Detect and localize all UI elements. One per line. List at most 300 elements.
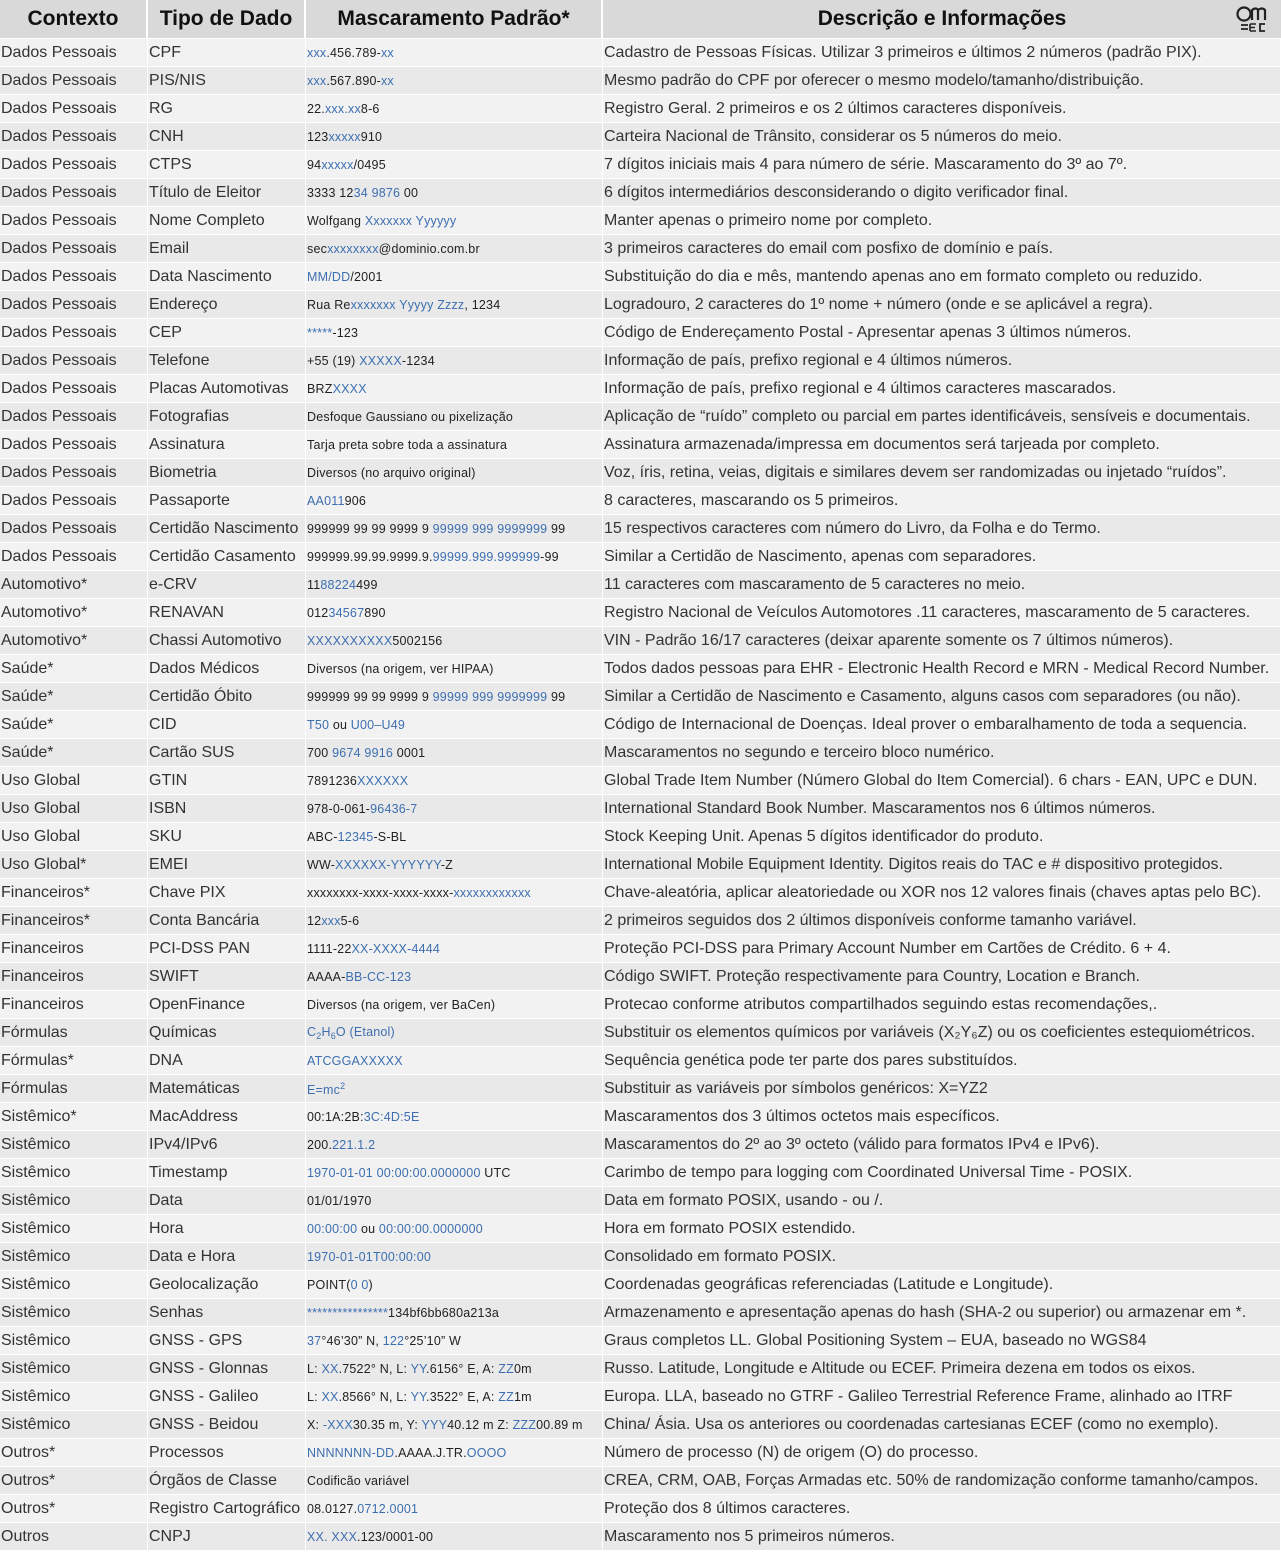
mask-masked-segment: 00:00:00: [307, 1221, 358, 1236]
cell-mascaramento: [306, 543, 603, 571]
mask-visible-segment: L:: [307, 1361, 322, 1376]
cell-contexto: Saúde*: [0, 711, 148, 739]
cell-mascaramento: [306, 1159, 603, 1187]
mask-visible-segment: 999999.99.99.9999.9.: [307, 549, 433, 564]
mask-visible-segment: .567.890-: [326, 73, 381, 88]
cell-tipo-de-dado: Certidão Casamento: [148, 543, 306, 571]
cell-mascaramento: [306, 1299, 603, 1327]
cell-descricao: Chave-aleatória, aplicar aleatoriedade ou XOR nos 12 valores finais (chaves aptas pelo BC).: [603, 879, 1281, 907]
cell-mascaramento: [306, 1271, 603, 1299]
mask-visible-segment: °25’10” W: [404, 1333, 462, 1348]
mask-visible-segment: POINT(: [307, 1277, 351, 1292]
mask-visible-segment: 200.: [307, 1137, 333, 1152]
cell-contexto: Automotivo*: [0, 599, 148, 627]
cell-descricao: Todos dados pessoas para EHR - Electronic Health Record e MRN - Medical Record Number.: [603, 655, 1281, 683]
table-body: [0, 39, 1281, 1551]
cell-descricao: Similar a Certidão de Nascimento, apenas com separadores.: [603, 543, 1281, 571]
table-row: [0, 851, 1281, 879]
table-row: [0, 515, 1281, 543]
cell-descricao: Carimbo de tempo para logging com Coordinated Universal Time - POSIX.: [603, 1159, 1281, 1187]
cell-contexto: Outros*: [0, 1495, 148, 1523]
cell-contexto: Outros*: [0, 1467, 148, 1495]
table-row: [0, 1103, 1281, 1131]
cell-descricao: Substituição do dia e mês, mantendo apenas ano em formato completo ou reduzido.: [603, 263, 1281, 291]
mask-visible-segment: 700: [307, 745, 333, 760]
table-row: [0, 1271, 1281, 1299]
cell-descricao: Cadastro de Pessoas Físicas. Utilizar 3 primeiros e últimos 2 números (padrão PIX).: [603, 39, 1281, 67]
cell-descricao: Registro Geral. 2 primeiros e os 2 últimos caracteres disponíveis.: [603, 95, 1281, 123]
table-row: [0, 487, 1281, 515]
mask-visible-segment: 012: [307, 605, 329, 620]
table-row: [0, 347, 1281, 375]
mask-visible-segment: 12: [307, 913, 322, 928]
cell-descricao: 11 caracteres com mascaramento de 5 caracteres no meio.: [603, 571, 1281, 599]
cell-contexto: Saúde*: [0, 739, 148, 767]
cell-tipo-de-dado: CNH: [148, 123, 306, 151]
cell-contexto: Uso Global: [0, 795, 148, 823]
mask-masked-segment: xxxxxxx Yyyyy Zzzz: [350, 297, 465, 312]
mask-visible-segment: 40.12 m Z:: [447, 1417, 513, 1432]
mask-masked-segment: YY: [410, 1389, 427, 1404]
cell-descricao: Mascaramentos do 2º ao 3º octeto (válido para formatos IPv4 e IPv6).: [603, 1131, 1281, 1159]
cell-tipo-de-dado: Matemáticas: [148, 1075, 306, 1103]
mask-masked-segment: xxxxxxxx: [327, 241, 379, 256]
cell-descricao: Assinatura armazenada/impressa em documentos será tarjeada por completo.: [603, 431, 1281, 459]
cell-contexto: Dados Pessoais: [0, 207, 148, 235]
cell-descricao: Código de Endereçamento Postal - Apresentar apenas 3 últimos números.: [603, 319, 1281, 347]
mask-masked-segment: Xxxxxxx Yyyyyy: [364, 213, 457, 228]
table-row: [0, 179, 1281, 207]
mask-visible-segment: ou: [329, 717, 351, 732]
mask-visible-segment: /0495: [353, 157, 386, 172]
cell-mascaramento: [306, 1523, 603, 1551]
table-row: [0, 1159, 1281, 1187]
mask-visible-segment: 1111-22: [307, 941, 352, 956]
cell-tipo-de-dado: Nome Completo: [148, 207, 306, 235]
mask-visible-segment: 22.: [307, 101, 325, 116]
cell-contexto: Automotivo*: [0, 571, 148, 599]
cell-descricao: Hora em formato POSIX estendido.: [603, 1215, 1281, 1243]
cell-tipo-de-dado: MacAddress: [148, 1103, 306, 1131]
mask-visible-segment: 00.89 m: [536, 1417, 583, 1432]
cell-contexto: Financeiros: [0, 991, 148, 1019]
cell-contexto: Dados Pessoais: [0, 123, 148, 151]
mask-visible-segment: 00:1A:2B:: [307, 1109, 364, 1124]
mask-masked-segment: *****: [307, 325, 333, 340]
header-descricao: [603, 0, 1281, 39]
cell-tipo-de-dado: Chave PIX: [148, 879, 306, 907]
table-row: [0, 67, 1281, 95]
mask-masked-segment: XXXXXXXXXX: [307, 633, 393, 648]
mask-visible-segment: Desfoque Gaussiano ou pixelização: [307, 409, 514, 424]
mask-visible-segment: -1234: [401, 353, 435, 368]
cell-descricao: International Mobile Equipment Identity. Digitos reais do TAC e # dispositivo protegidos.: [603, 851, 1281, 879]
cell-mascaramento: [306, 1187, 603, 1215]
cell-contexto: Dados Pessoais: [0, 319, 148, 347]
mask-visible-segment: 11: [307, 577, 321, 592]
cell-mascaramento: [306, 1467, 603, 1495]
cell-mascaramento: [306, 907, 603, 935]
cell-contexto: Financeiros*: [0, 907, 148, 935]
mask-visible-segment: 978-0-061-: [307, 801, 371, 816]
cell-tipo-de-dado: Fotografias: [148, 403, 306, 431]
cell-mascaramento: [306, 711, 603, 739]
cell-descricao: Mascaramento nos 5 primeiros números.: [603, 1523, 1281, 1551]
cell-tipo-de-dado: Passaporte: [148, 487, 306, 515]
cell-tipo-de-dado: Registro Cartográfico: [148, 1495, 306, 1523]
cell-mascaramento: [306, 123, 603, 151]
cell-mascaramento: [306, 1103, 603, 1131]
cell-mascaramento: [306, 39, 603, 67]
cell-mascaramento: [306, 235, 603, 263]
table-row: [0, 1047, 1281, 1075]
mask-masked-segment: 3C:4D:5E: [363, 1109, 420, 1124]
cell-tipo-de-dado: Chassi Automotivo: [148, 627, 306, 655]
cell-mascaramento: [306, 1019, 603, 1047]
cell-tipo-de-dado: Processos: [148, 1439, 306, 1467]
mask-visible-segment: +55 (19): [307, 353, 360, 368]
table-row: [0, 319, 1281, 347]
cell-descricao: Consolidado em formato POSIX.: [603, 1243, 1281, 1271]
cell-descricao: Mesmo padrão do CPF por oferecer o mesmo modelo/tamanho/distribuição.: [603, 67, 1281, 95]
mask-masked-segment: xx: [380, 73, 394, 88]
cell-contexto: Dados Pessoais: [0, 67, 148, 95]
cell-tipo-de-dado: Certidão Nascimento: [148, 515, 306, 543]
cell-tipo-de-dado: Conta Bancária: [148, 907, 306, 935]
cell-mascaramento: [306, 599, 603, 627]
cell-mascaramento: [306, 655, 603, 683]
cell-tipo-de-dado: DNA: [148, 1047, 306, 1075]
mask-masked-segment: AA011: [307, 493, 345, 508]
cell-descricao: 3 primeiros caracteres do email com posfixo de domínio e país.: [603, 235, 1281, 263]
table-row: [0, 1075, 1281, 1103]
cell-descricao: Registro Nacional de Veículos Automotores .11 caracteres, mascaramento de 5 caracteres.: [603, 599, 1281, 627]
mask-visible-segment: Diversos (no arquivo original): [307, 465, 476, 480]
cell-mascaramento: [306, 739, 603, 767]
mask-masked-segment: ZZ: [498, 1389, 514, 1404]
mask-masked-segment: 1970-01-01T00:00:00: [307, 1249, 432, 1264]
omsec-logo-icon: [1235, 5, 1269, 33]
mask-masked-segment: XX: [321, 1389, 339, 1404]
cell-contexto: Dados Pessoais: [0, 459, 148, 487]
cell-tipo-de-dado: EMEI: [148, 851, 306, 879]
cell-contexto: Uso Global*: [0, 851, 148, 879]
cell-tipo-de-dado: SKU: [148, 823, 306, 851]
cell-contexto: Sistêmico: [0, 1159, 148, 1187]
mask-masked-segment: xxx: [307, 73, 327, 88]
cell-descricao: Protecao conforme atributos compartilhados seguindo estas recomendações,.: [603, 991, 1281, 1019]
cell-contexto: Sistêmico: [0, 1411, 148, 1439]
cell-tipo-de-dado: Data e Hora: [148, 1243, 306, 1271]
table-row: [0, 1355, 1281, 1383]
cell-tipo-de-dado: CNPJ: [148, 1523, 306, 1551]
mask-visible-segment: 123: [307, 129, 329, 144]
mask-visible-segment: Wolfgang: [307, 213, 365, 228]
mask-visible-segment: 94: [307, 157, 322, 172]
table-row: [0, 683, 1281, 711]
cell-mascaramento: [306, 571, 603, 599]
cell-mascaramento: [306, 291, 603, 319]
cell-tipo-de-dado: RENAVAN: [148, 599, 306, 627]
mask-masked-segment: 221.1.2: [332, 1137, 376, 1152]
cell-mascaramento: [306, 627, 603, 655]
mask-masked-segment: 6: [330, 1030, 336, 1041]
table-row: [0, 1327, 1281, 1355]
mask-visible-segment: 999999 99 99 9999 9: [307, 689, 433, 704]
table-row: [0, 1019, 1281, 1047]
cell-contexto: Outros*: [0, 1439, 148, 1467]
mask-masked-segment: 99999 999 9999999: [432, 521, 548, 536]
cell-descricao: Similar a Certidão de Nascimento e Casamento, alguns casos com separadores (ou não).: [603, 683, 1281, 711]
mask-masked-segment: xxxxxxxxxxxx: [453, 885, 531, 900]
header-mascaramento: Mascaramento Padrão*: [306, 0, 603, 39]
mask-visible-segment: AAAA-: [307, 969, 346, 984]
mask-masked-segment: 37: [307, 1333, 322, 1348]
cell-tipo-de-dado: Cartão SUS: [148, 739, 306, 767]
cell-descricao: Substituir as variáveis por símbolos genéricos: X=YZ2: [603, 1075, 1281, 1103]
mask-masked-segment: 34 9876: [353, 185, 401, 200]
mask-masked-segment: 99999 999 9999999: [432, 689, 548, 704]
cell-contexto: Saúde*: [0, 683, 148, 711]
cell-mascaramento: [306, 95, 603, 123]
cell-tipo-de-dado: Data: [148, 1187, 306, 1215]
cell-contexto: Dados Pessoais: [0, 291, 148, 319]
cell-mascaramento: [306, 459, 603, 487]
cell-mascaramento: [306, 851, 603, 879]
table-row: [0, 963, 1281, 991]
mask-masked-segment: 00:00:00.0000000: [378, 1221, 483, 1236]
header-descricao-label: Descrição e Informações: [817, 7, 1067, 30]
cell-contexto: Dados Pessoais: [0, 235, 148, 263]
cell-descricao: Informação de país, prefixo regional e 4 últimos números.: [603, 347, 1281, 375]
mask-masked-segment: XX: [321, 1361, 339, 1376]
mask-masked-segment: xxx: [321, 913, 341, 928]
table-row: [0, 767, 1281, 795]
mask-visible-segment: -S-BL: [373, 829, 407, 844]
cell-mascaramento: [306, 1047, 603, 1075]
cell-mascaramento: [306, 319, 603, 347]
mask-visible-segment: 0m: [513, 1361, 532, 1376]
cell-contexto: Uso Global: [0, 823, 148, 851]
mask-visible-segment: .6156° E, A:: [426, 1361, 499, 1376]
table-row: [0, 739, 1281, 767]
mask-masked-segment: YYY: [421, 1417, 448, 1432]
cell-contexto: Financeiros*: [0, 879, 148, 907]
cell-contexto: Uso Global: [0, 767, 148, 795]
cell-mascaramento: [306, 935, 603, 963]
cell-tipo-de-dado: Hora: [148, 1215, 306, 1243]
cell-tipo-de-dado: OpenFinance: [148, 991, 306, 1019]
mask-masked-segment: 122: [382, 1333, 405, 1348]
mask-visible-segment: X:: [307, 1417, 323, 1432]
cell-contexto: Fórmulas*: [0, 1047, 148, 1075]
mask-masked-segment: 0 0: [350, 1277, 369, 1292]
header-row: [0, 0, 1281, 39]
mask-visible-segment: sec: [307, 241, 328, 256]
table-row: [0, 1187, 1281, 1215]
mask-masked-segment: XX. XXX: [307, 1529, 358, 1544]
cell-tipo-de-dado: Timestamp: [148, 1159, 306, 1187]
cell-descricao: Coordenadas geográficas referenciadas (Latitude e Longitude).: [603, 1271, 1281, 1299]
cell-contexto: Sistêmico: [0, 1243, 148, 1271]
cell-tipo-de-dado: Geolocalização: [148, 1271, 306, 1299]
cell-mascaramento: [306, 403, 603, 431]
cell-descricao: 2 primeiros seguidos dos 2 últimos disponíveis conforme tamanho variável.: [603, 907, 1281, 935]
mask-visible-segment: 01/01/1970: [307, 1193, 372, 1208]
cell-tipo-de-dado: Placas Automotivas: [148, 375, 306, 403]
table-row: [0, 235, 1281, 263]
mask-visible-segment: 0001: [393, 745, 426, 760]
mask-visible-segment: 499: [356, 577, 378, 592]
cell-contexto: Dados Pessoais: [0, 347, 148, 375]
cell-mascaramento: [306, 207, 603, 235]
cell-contexto: Dados Pessoais: [0, 95, 148, 123]
header-contexto: Contexto: [0, 0, 148, 39]
cell-tipo-de-dado: Dados Médicos: [148, 655, 306, 683]
mask-visible-segment: ou: [357, 1221, 379, 1236]
cell-descricao: Código SWIFT. Proteção respectivamente para Country, Location e Branch.: [603, 963, 1281, 991]
mask-masked-segment: XXXXXX-YYYYYY: [335, 857, 441, 872]
mask-masked-segment: C: [307, 1024, 317, 1039]
cell-descricao: Russo. Latitude, Longitude e Altitude ou ECEF. Primeira dezena em todos os eixos.: [603, 1355, 1281, 1383]
table-row: [0, 907, 1281, 935]
mask-visible-segment: Codificão variável: [307, 1473, 410, 1488]
mask-visible-segment: /2001: [350, 269, 383, 284]
cell-tipo-de-dado: Biometria: [148, 459, 306, 487]
cell-descricao: Substituir os elementos químicos por variáveis (X₂Y₆Z) ou os coeficientes estequiométricos.: [603, 1019, 1281, 1047]
cell-descricao: Carteira Nacional de Trânsito, considerar os 5 números do meio.: [603, 123, 1281, 151]
cell-tipo-de-dado: SWIFT: [148, 963, 306, 991]
mask-visible-segment: ABC-: [307, 829, 338, 844]
cell-contexto: Financeiros: [0, 935, 148, 963]
mask-visible-segment: .8566° N, L:: [338, 1389, 411, 1404]
cell-mascaramento: [306, 431, 603, 459]
table-row: [0, 459, 1281, 487]
cell-descricao: Proteção dos 8 últimos caracteres.: [603, 1495, 1281, 1523]
mask-visible-segment: BRZ: [307, 381, 333, 396]
mask-masked-segment: H: [321, 1024, 331, 1039]
mask-visible-segment: ): [368, 1277, 373, 1292]
table-row: [0, 879, 1281, 907]
mask-masked-segment: -4444: [407, 941, 441, 956]
cell-contexto: Saúde*: [0, 655, 148, 683]
cell-tipo-de-dado: GTIN: [148, 767, 306, 795]
mask-visible-segment: xxxxxxxx-xxxx-xxxx-xxxx-: [307, 885, 454, 900]
table-row: [0, 1411, 1281, 1439]
mask-visible-segment: 00: [400, 185, 419, 200]
cell-tipo-de-dado: Senhas: [148, 1299, 306, 1327]
cell-mascaramento: [306, 1075, 603, 1103]
cell-descricao: 6 dígitos intermediários desconsiderando o digito verificador final.: [603, 179, 1281, 207]
mask-visible-segment: 5-6: [340, 913, 360, 928]
cell-tipo-de-dado: Data Nascimento: [148, 263, 306, 291]
table-row: [0, 1467, 1281, 1495]
cell-descricao: Global Trade Item Number (Número Global do Item Comercial). 6 chars - EAN, UPC e DUN.: [603, 767, 1281, 795]
mask-visible-segment: 30.35 m, Y:: [352, 1417, 422, 1432]
mask-masked-segment: 9674 9916: [332, 745, 394, 760]
cell-descricao: 15 respectivos caracteres com número do Livro, da Folha e do Termo.: [603, 515, 1281, 543]
cell-tipo-de-dado: CTPS: [148, 151, 306, 179]
mask-visible-segment: -Z: [440, 857, 454, 872]
table-row: [0, 655, 1281, 683]
mask-visible-segment: 3333 12: [307, 185, 354, 200]
cell-mascaramento: [306, 487, 603, 515]
cell-tipo-de-dado: Telefone: [148, 347, 306, 375]
header-tipo-de-dado: Tipo de Dado: [148, 0, 306, 39]
mask-visible-segment: .456.789-: [326, 45, 381, 60]
table-row: [0, 795, 1281, 823]
cell-contexto: Dados Pessoais: [0, 151, 148, 179]
mask-masked-segment: OOOO: [466, 1445, 507, 1460]
cell-mascaramento: [306, 1383, 603, 1411]
cell-descricao: Proteção PCI-DSS para Primary Account Number em Cartões de Crédito. 6 + 4.: [603, 935, 1281, 963]
cell-tipo-de-dado: Certidão Óbito: [148, 683, 306, 711]
mask-visible-segment: 7891236: [307, 773, 358, 788]
mask-visible-segment: -123: [332, 325, 359, 340]
cell-contexto: Financeiros: [0, 963, 148, 991]
mask-masked-segment: 34567: [328, 605, 365, 620]
mask-visible-segment: UTC: [480, 1165, 511, 1180]
mask-visible-segment: 910: [360, 129, 383, 144]
cell-descricao: Logradouro, 2 caracteres do 1º nome + número (onde e se aplicável a regra).: [603, 291, 1281, 319]
cell-descricao: Sequência genética pode ter parte dos pares substituídos.: [603, 1047, 1281, 1075]
cell-mascaramento: [306, 1495, 603, 1523]
mask-masked-segment: 0712.0001: [357, 1501, 419, 1516]
mask-masked-segment: ZZZ: [512, 1417, 537, 1432]
mask-masked-segment: xxxxx: [321, 157, 354, 172]
table-row: [0, 935, 1281, 963]
cell-descricao: Aplicação de “ruído” completo ou parcial em partes identificáveis, sensíveis e documentais.: [603, 403, 1281, 431]
cell-mascaramento: [306, 1243, 603, 1271]
mask-masked-segment: xxx.xx: [324, 101, 361, 116]
cell-mascaramento: [306, 67, 603, 95]
cell-descricao: 7 dígitos iniciais mais 4 para número de série. Mascaramento do 3º ao 7º.: [603, 151, 1281, 179]
cell-tipo-de-dado: Órgãos de Classe: [148, 1467, 306, 1495]
table-row: [0, 1299, 1281, 1327]
cell-contexto: Dados Pessoais: [0, 487, 148, 515]
table-row: [0, 1215, 1281, 1243]
mask-visible-segment: 5002156: [392, 633, 443, 648]
mask-visible-segment: 08.0127.: [307, 1501, 358, 1516]
cell-contexto: Automotivo*: [0, 627, 148, 655]
table-row: [0, 123, 1281, 151]
cell-descricao: CREA, CRM, OAB, Forças Armadas etc. 50% de randomização conforme tamanho/campos.: [603, 1467, 1281, 1495]
cell-mascaramento: [306, 879, 603, 907]
mask-masked-segment: XXXXXX: [357, 773, 409, 788]
mask-masked-segment: T50: [307, 717, 330, 732]
mask-masked-segment: xxxxx: [328, 129, 361, 144]
mask-masked-segment: 2: [340, 1080, 346, 1091]
cell-contexto: Fórmulas: [0, 1019, 148, 1047]
cell-tipo-de-dado: Email: [148, 235, 306, 263]
cell-contexto: Dados Pessoais: [0, 431, 148, 459]
cell-tipo-de-dado: Título de Eleitor: [148, 179, 306, 207]
cell-descricao: Número de processo (N) de origem (O) do processo.: [603, 1439, 1281, 1467]
cell-mascaramento: [306, 823, 603, 851]
cell-mascaramento: [306, 991, 603, 1019]
mask-visible-segment: 134bf6bb680a213a: [388, 1305, 499, 1320]
table-row: [0, 1495, 1281, 1523]
mask-masked-segment: 12345: [337, 829, 374, 844]
mask-visible-segment: .123/0001-00: [357, 1529, 434, 1544]
cell-contexto: Sistêmico: [0, 1215, 148, 1243]
table-row: [0, 375, 1281, 403]
cell-tipo-de-dado: CPF: [148, 39, 306, 67]
cell-contexto: Dados Pessoais: [0, 543, 148, 571]
table-row: [0, 1243, 1281, 1271]
mask-visible-segment: 8-6: [360, 101, 380, 116]
cell-contexto: Outros: [0, 1523, 148, 1551]
